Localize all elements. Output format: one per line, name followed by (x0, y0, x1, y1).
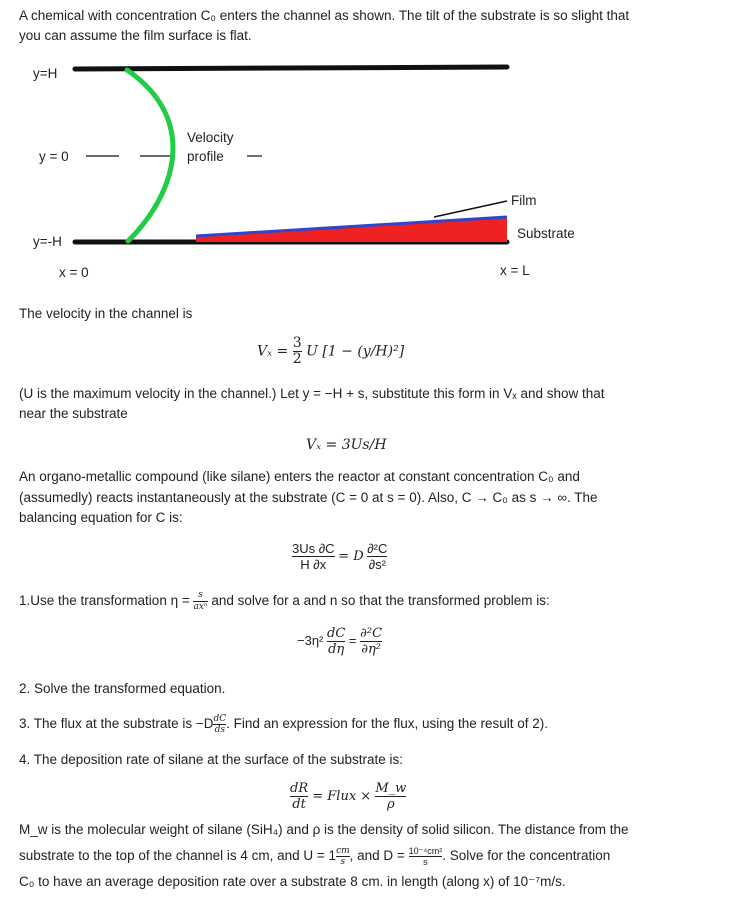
final2-u-num: cm (336, 846, 350, 856)
velocity-eq-coef-num: 3 (292, 335, 302, 351)
q4-right-frac (375, 781, 406, 812)
label-y-top: y=H (33, 66, 58, 81)
q4-eq-mid: = Flux × (312, 789, 372, 804)
final2-b: , and D = (349, 848, 405, 864)
final2-a: substrate to the top of the channel is 4 cm, and U = 1 (19, 848, 337, 864)
q1-den: axⁿ (193, 602, 208, 612)
q3-den: ds (214, 725, 225, 735)
label-x-l: x = L (500, 263, 530, 278)
question-3 (19, 714, 548, 735)
question-1 (19, 590, 550, 613)
velocity-explain-1: (U is the maximum velocity in the channel.) Let y = −H + s, substitute this form in Vₓ and show that (19, 386, 605, 401)
q4-eq-rden: ρ (386, 797, 395, 812)
velocity-eq-coef-den: 2 (292, 351, 302, 367)
q1-eq-rden: ∂η² (361, 642, 381, 657)
top-wall (75, 67, 507, 69)
film-pointer (434, 201, 507, 217)
balance-left-frac (292, 541, 335, 572)
velocity-explain-2: near the substrate (19, 406, 128, 421)
label-film: Film (511, 193, 537, 208)
balance-right-frac (367, 541, 387, 572)
velocity-eq-lhs: Vₓ = (257, 343, 289, 360)
q4-eq-den: dt (292, 797, 306, 812)
q1-post: and solve for a and n so that the transformed problem is: (211, 593, 550, 609)
velocity-near-substrate-eq: Vₓ = 3Us/H (306, 437, 387, 453)
q1-eq-dfrac (327, 626, 345, 657)
q1-eq-rfrac (360, 626, 382, 657)
final2-d-den: s (423, 857, 428, 867)
final-line-3: C₀ to have an average deposition rate over a substrate 8 cm. in length (along x) of 10⁻⁷m/s. (19, 874, 566, 889)
velocity-intro: The velocity in the channel is (19, 306, 193, 321)
final2-d-num: 10⁻⁴cm² (408, 846, 443, 856)
q3-frac (213, 714, 226, 735)
transformed-equation (297, 626, 382, 657)
label-profile: profile (187, 149, 224, 164)
compound-line-2: (assumedly) reacts instantaneously at the substrate (C = 0 at s = 0). Also, C → C₀ as s → ∞. The (19, 490, 598, 505)
balance-left-num: 3Us ∂C (292, 541, 335, 556)
q3-num: dC (213, 714, 227, 724)
intro-line-2: you can assume the film surface is flat. (19, 28, 252, 43)
q1-eq-equals: = (348, 632, 357, 648)
balance-right-num: ∂²C (367, 541, 388, 556)
channel-figure (0, 55, 747, 285)
channel-diagram (0, 55, 747, 285)
q3-post: . Find an expression for the flux, using the result of 2). (226, 716, 549, 732)
label-y-bottom: y=-H (33, 234, 62, 249)
label-velocity: Velocity (187, 130, 234, 145)
question-4: 4. The deposition rate of silane at the surface of the substrate is: (19, 752, 403, 767)
q1-eq-left: −3η² (297, 632, 324, 648)
final-line-2 (19, 846, 610, 867)
intro-line-1: A chemical with concentration C₀ enters the channel as shown. The tilt of the substrate is so slight that (19, 8, 630, 23)
velocity-equation (257, 336, 404, 367)
q1-eq-dden: dη (328, 642, 345, 657)
final2-c: . Solve for the concentration (442, 848, 611, 864)
label-x-zero: x = 0 (59, 265, 89, 280)
velocity-eq-coef (293, 336, 302, 367)
final2-u-frac (336, 846, 350, 867)
q4-eq-num: dR (290, 781, 309, 796)
balance-mid: = D (338, 548, 364, 564)
balance-right-den: ∂s² (368, 557, 386, 572)
final2-u-den: s (340, 857, 346, 867)
q4-eq-rnum: M_w (375, 781, 407, 796)
label-substrate: Substrate (517, 226, 575, 241)
balance-left-den: H ∂x (300, 557, 327, 572)
q4-left-frac (290, 781, 308, 812)
compound-line-3: balancing equation for C is: (19, 510, 183, 525)
balance-equation (292, 541, 387, 572)
final2-d-frac (409, 846, 443, 867)
q1-pre: 1.Use the transformation η = (19, 593, 190, 609)
compound-line-1: An organo-metallic compound (like silane) enters the reactor at constant concentration C₀ and (19, 469, 580, 484)
velocity-eq-rest: U [1 − (y/H)²] (306, 343, 405, 360)
label-y-zero: y = 0 (39, 149, 69, 164)
q1-eq-rnum: ∂²C (360, 626, 383, 641)
q3-pre: 3. The flux at the substrate is −D (19, 716, 214, 732)
question-2: 2. Solve the transformed equation. (19, 681, 226, 696)
q1-transform-frac (193, 590, 207, 613)
q1-num: s (193, 590, 207, 602)
q1-eq-dnum: dC (327, 626, 346, 641)
final-line-1: M_w is the molecular weight of silane (SiH₄) and ρ is the density of solid silicon. The distance from the (19, 822, 629, 837)
deposition-equation (290, 781, 406, 812)
